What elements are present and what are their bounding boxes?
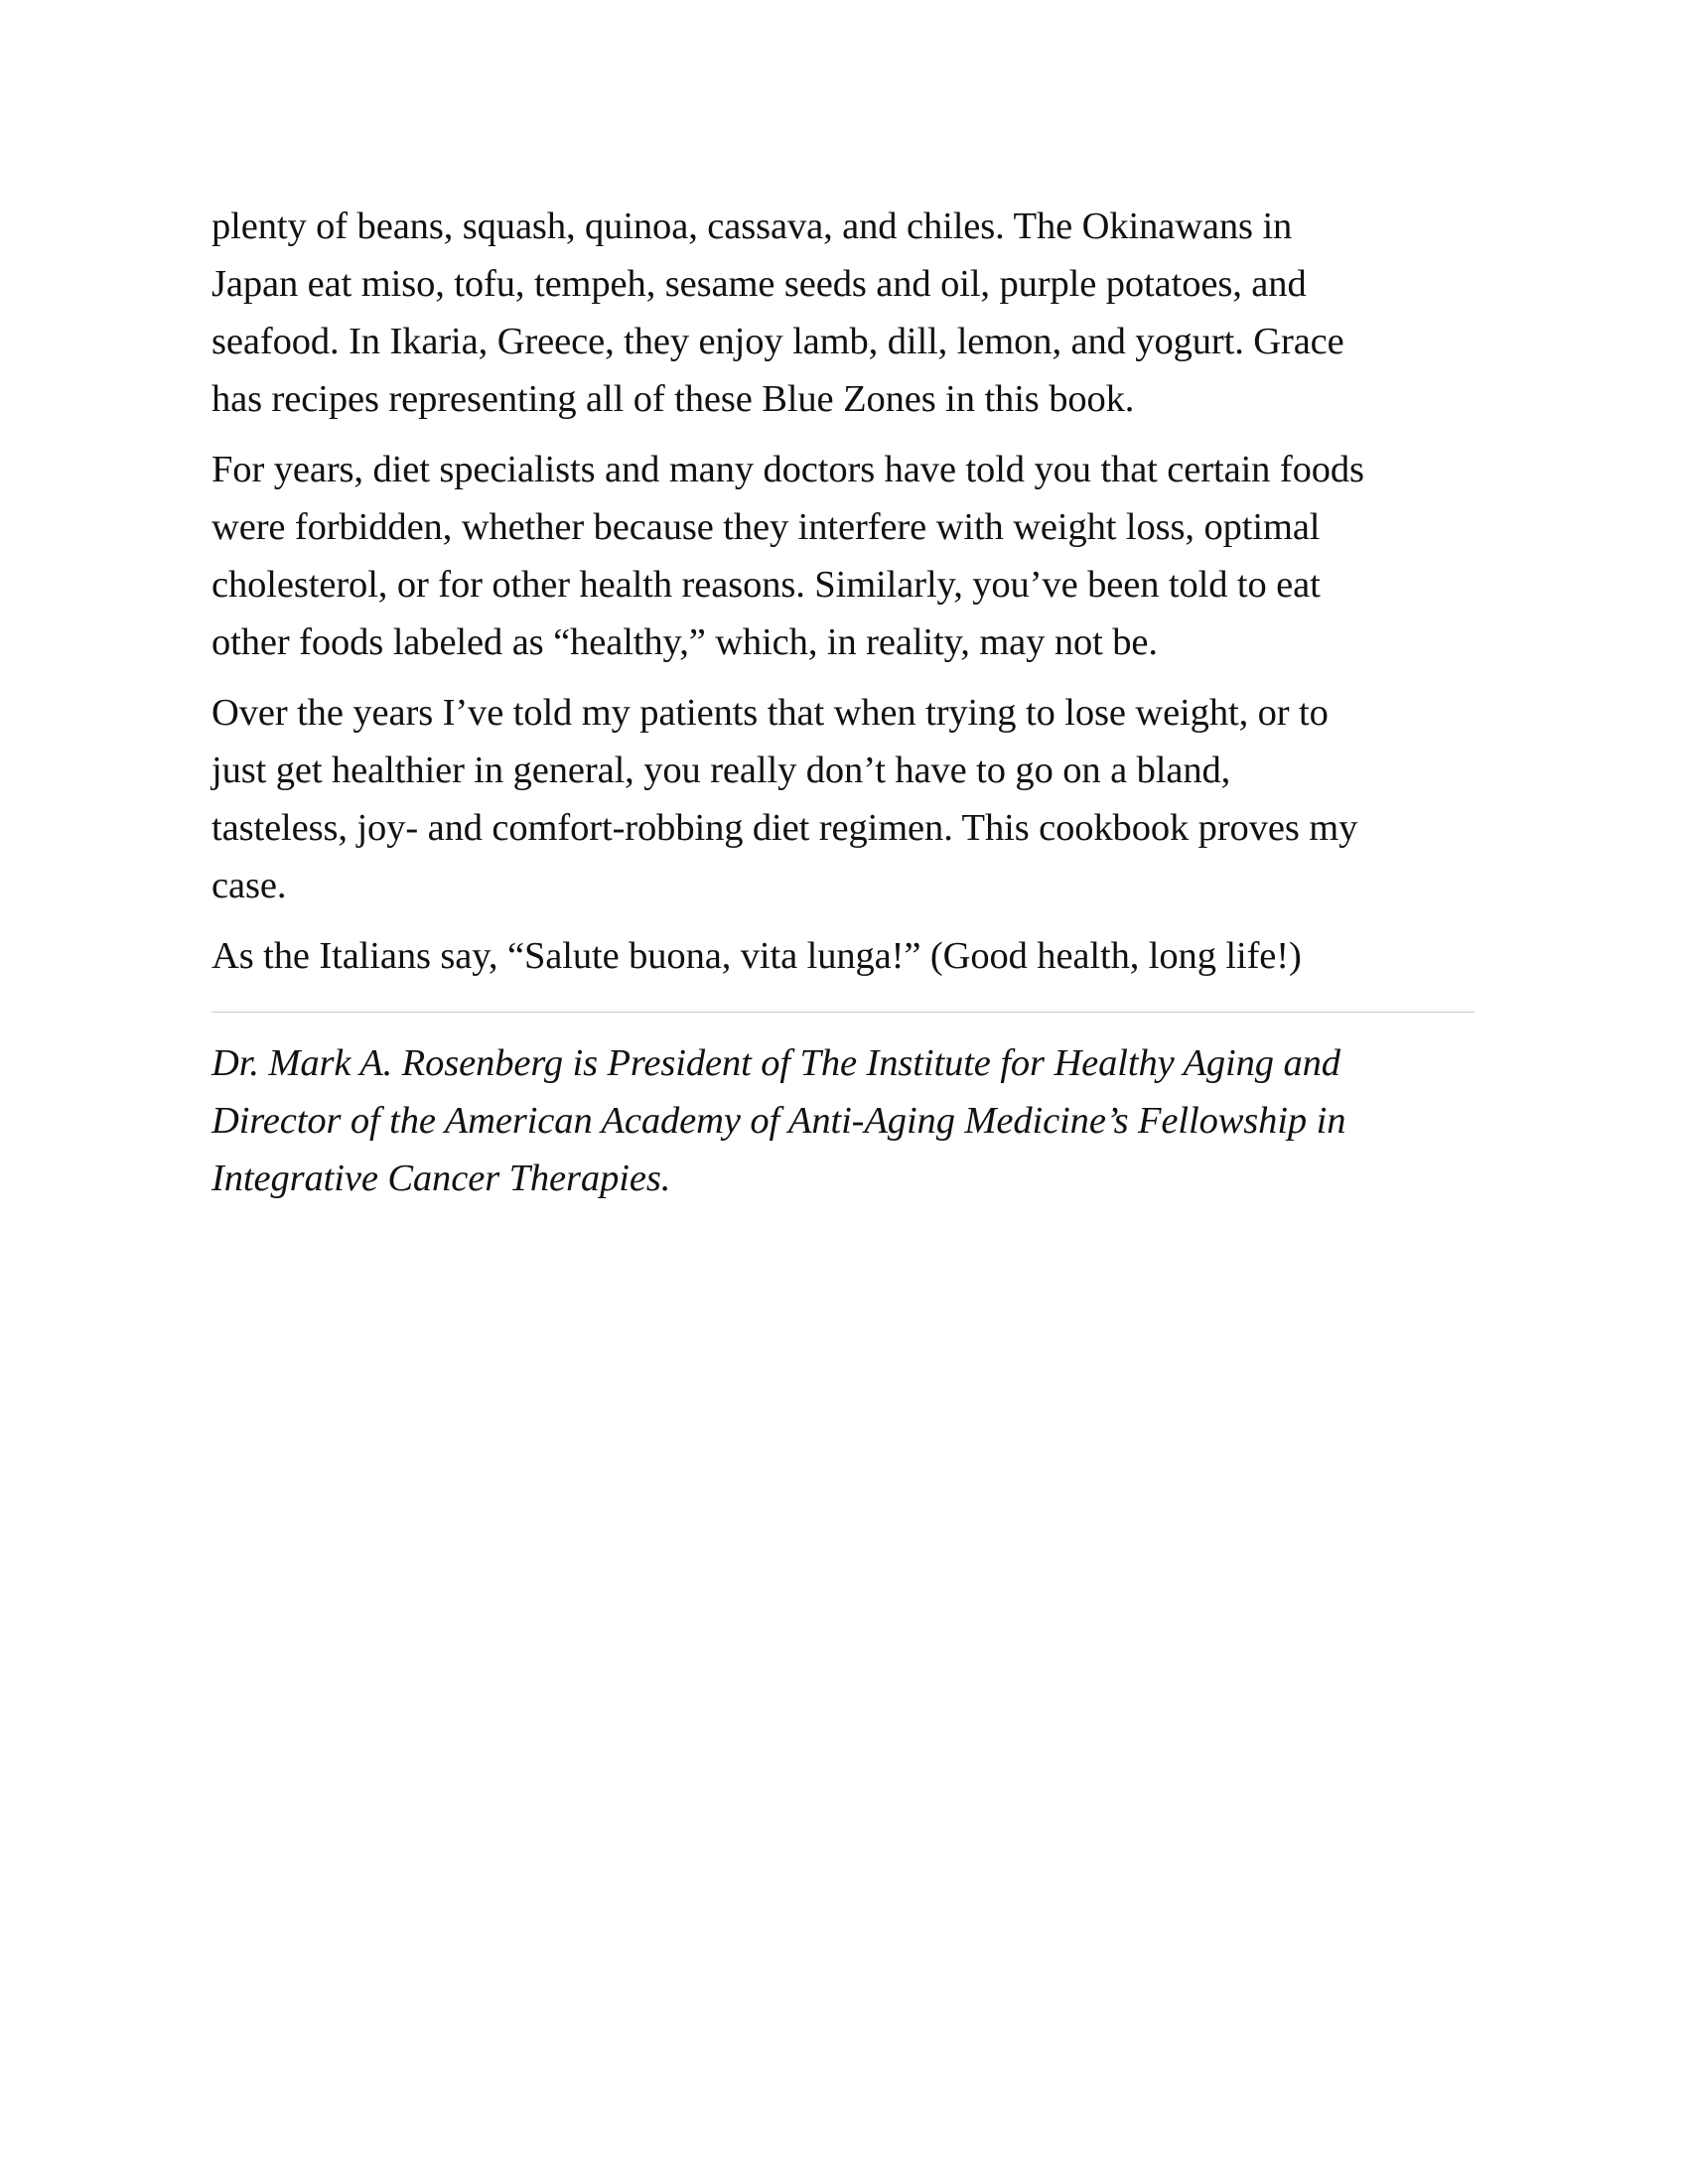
paragraph-forbidden-foods (211, 441, 1475, 671)
text-line: Japan eat miso, tofu, tempeh, sesame seeds and oil, purple potatoes, and (211, 263, 1307, 305)
text-line: were forbidden, whether because they interfere with weight loss, optimal (211, 506, 1321, 548)
text-line: For years, diet specialists and many doctors have told you that certain foods (211, 449, 1364, 490)
text-line: case. (211, 865, 287, 906)
text-line: seafood. In Ikaria, Greece, they enjoy lamb, dill, lemon, and yogurt. Grace (211, 321, 1344, 362)
section-divider (211, 1012, 1475, 1013)
text-line: cholesterol, or for other health reasons. Similarly, you’ve been told to eat (211, 564, 1321, 606)
paragraph-patients-advice (211, 684, 1475, 914)
text-line: Dr. Mark A. Rosenberg is President of The Institute for Healthy Aging and (211, 1042, 1340, 1084)
text-line: just get healthier in general, you really don’t have to go on a bland, (211, 750, 1231, 791)
text-line: other foods labeled as “healthy,” which, in reality, may not be. (211, 621, 1158, 663)
text-line: Over the years I’ve told my patients that when trying to lose weight, or to (211, 692, 1329, 734)
text-line: has recipes representing all of these Blue Zones in this book. (211, 378, 1135, 420)
paragraph-blue-zones (211, 198, 1475, 428)
text-line: As the Italians say, “Salute buona, vita lunga!” (Good health, long life!) (211, 935, 1302, 977)
text-line: tasteless, joy- and comfort-robbing diet regimen. This cookbook proves my (211, 807, 1358, 849)
paragraph-italian-saying (211, 927, 1475, 985)
text-line: Director of the American Academy of Anti-Aging Medicine’s Fellowship in (211, 1100, 1346, 1142)
text-line: plenty of beans, squash, quinoa, cassava, and chiles. The Okinawans in (211, 205, 1293, 247)
page-content (211, 198, 1475, 1207)
text-line: Integrative Cancer Therapies. (211, 1158, 671, 1199)
author-bio (211, 1034, 1475, 1207)
